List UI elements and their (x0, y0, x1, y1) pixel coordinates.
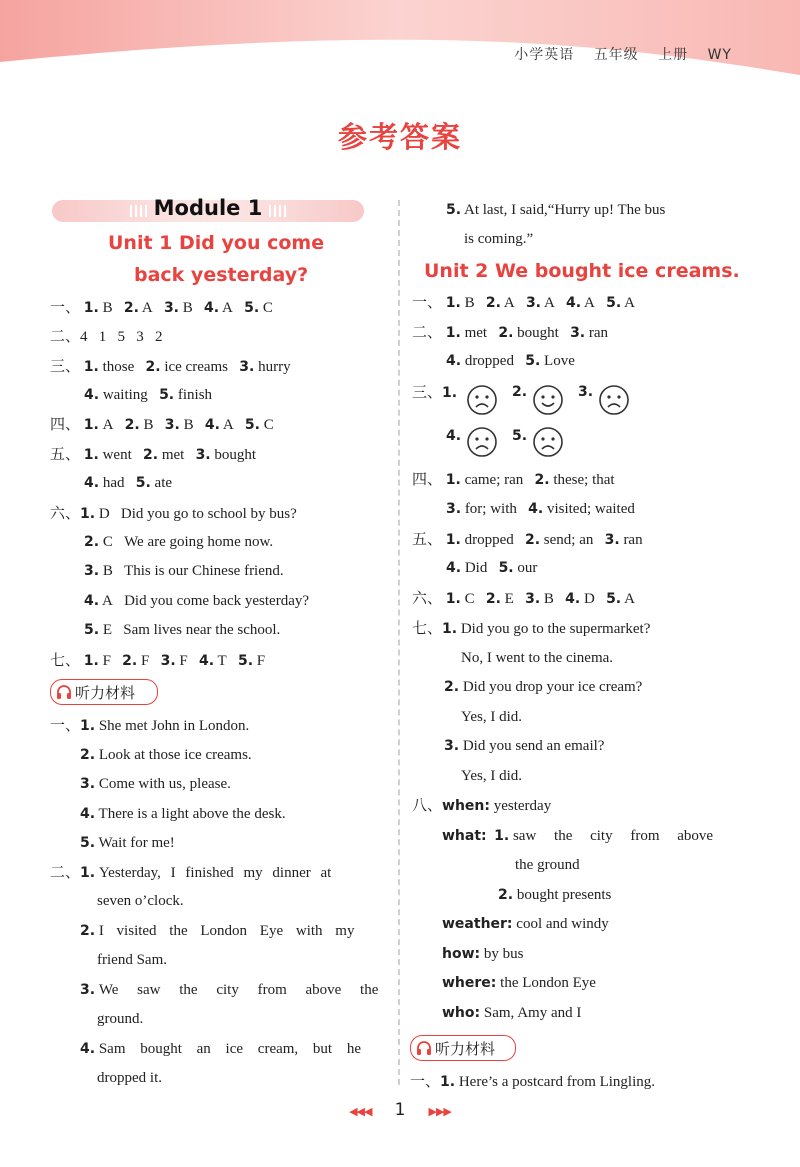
sad-face-icon (466, 426, 498, 458)
left-s6-r5: 5. E Sam lives near the school. (84, 622, 281, 638)
happy-face-icon (532, 384, 564, 416)
right-s3a: 三、1. (412, 383, 458, 401)
right-s4a: 四、 1. came; ran 2. these; that (412, 470, 615, 488)
left-l2-i3a: 3. We saw the city from above the (80, 982, 379, 998)
listening-tag-right (410, 1035, 516, 1061)
left-s6-r3: 3. B This is our Chinese friend. (84, 563, 284, 579)
unit2-title: Unit 2 We bought ice creams. (424, 260, 740, 282)
header-subject: 小学英语 (514, 47, 575, 63)
listening-label: 听力材料 (75, 684, 136, 702)
left-s2 (50, 326, 163, 347)
sad-face-icon (466, 384, 498, 416)
left-l2-i4b: dropped it. (97, 1070, 162, 1086)
listening-label: 听力材料 (435, 1040, 496, 1058)
right-s5a: 五、 1. dropped 2. send; an 3. ran (412, 530, 643, 548)
section-number: 一、 (50, 298, 81, 316)
left-l1-r1: 一、1. She met John in London. (50, 716, 250, 734)
module-banner (52, 196, 364, 222)
right-s7-q2: 2. Did you drop your ice cream? (444, 679, 643, 695)
face-number: 3. (578, 384, 594, 400)
column-divider (398, 200, 400, 1085)
left-s6-r4: 4. A Did you come back yesterday? (84, 593, 310, 609)
unit1-title-line1: Unit 1 Did you come (108, 232, 325, 254)
right-s8-how: how: by bus (442, 946, 524, 962)
sad-face-icon (532, 426, 564, 458)
right-s5b: 4. Did 5. our (446, 560, 538, 576)
right-s8-what2: 2. bought presents (498, 887, 612, 903)
right-s2b: 4. dropped 5. Love (446, 353, 575, 369)
section-number: 二、 (50, 327, 81, 345)
face-number: 4. (446, 428, 462, 444)
header-wave (0, 0, 800, 80)
left-s3b: 4. waiting 5. finish (84, 387, 213, 403)
left-l1-r2: 2. Look at those ice creams. (80, 747, 252, 763)
left-s1: 一、 1. B 2. A 3. B 4. A 5. C (50, 298, 273, 316)
face-number: 2. (512, 384, 528, 400)
left-s6-r1: 六、1. D Did you go to school by bus? (50, 504, 297, 522)
headphones-icon (56, 684, 72, 700)
right-l1: 一、1. Here’s a postcard from Lingling. (410, 1072, 656, 1090)
right-s7-a2: Yes, I did. (461, 709, 522, 725)
right-s7-q1: 七、1. Did you go to the supermarket? (412, 619, 651, 637)
left-s4: 四、 1. A 2. B 3. B 4. A 5. C (50, 415, 274, 433)
header-text (500, 44, 732, 64)
headphones-icon (416, 1040, 432, 1056)
right-s4b: 3. for; with 4. visited; waited (446, 501, 635, 517)
right-cont-a: 5. At last, I said,“Hurry up! The bus (446, 202, 666, 218)
right-arrows-icon: ▶▶▶ (428, 1105, 451, 1118)
left-l2-i2a: 2. I visited the London Eye with my (80, 923, 355, 939)
right-cont-b: is coming.” (464, 231, 534, 247)
left-l2-i3b: ground. (97, 1011, 144, 1027)
right-s7-a1: No, I went to the cinema. (461, 650, 614, 666)
left-l2-i1a: 二、1. Yesterday, I finished my dinner at (50, 863, 332, 881)
right-s8-what1b: the ground (515, 857, 580, 873)
left-s7: 七、 1. F 2. F 3. F 4. T 5. F (50, 651, 266, 669)
left-l2-i2b: friend Sam. (97, 952, 167, 968)
right-s8-where: where: the London Eye (442, 975, 596, 991)
left-s3a: 三、 1. those 2. ice creams 3. hurry (50, 357, 291, 375)
left-s5b: 4. had 5. ate (84, 475, 173, 491)
right-s1: 一、 1. B 2. A 3. A 4. A 5. A (412, 293, 635, 311)
order-answer: 4 1 5 3 2 (80, 329, 163, 345)
right-s8-when: 八、when: yesterday (412, 796, 552, 814)
face-number: 5. (512, 428, 528, 444)
right-s8-what1: what: 1. saw the city from above (442, 828, 714, 844)
left-l1-r4: 4. There is a light above the desk. (80, 806, 286, 822)
listening-tag-left (50, 679, 158, 705)
page-footer (0, 1100, 800, 1120)
left-l1-r3: 3. Come with us, please. (80, 776, 231, 792)
left-s6-r2: 2. C We are going home now. (84, 534, 274, 550)
right-s8-weather: weather: cool and windy (442, 916, 609, 932)
left-l1-r5: 5. Wait for me! (80, 835, 175, 851)
page-title: 参考答案 (337, 120, 462, 154)
left-l2-i1b: seven o’clock. (97, 893, 184, 909)
header-volume: 上册 (658, 47, 689, 63)
right-s8-who: who: Sam, Amy and I (442, 1005, 582, 1021)
header-edition: WY (707, 47, 732, 63)
header-grade: 五年级 (593, 47, 639, 63)
right-s6: 六、 1. C 2. E 3. B 4. D 5. A (412, 589, 635, 607)
left-l2-i4a: 4. Sam bought an ice cream, but he (80, 1041, 361, 1057)
left-s5a: 五、 1. went 2. met 3. bought (50, 445, 257, 463)
page-number: 1 (394, 1100, 406, 1120)
sad-face-icon (598, 384, 630, 416)
right-s2a: 二、 1. met 2. bought 3. ran (412, 323, 609, 341)
module-title: Module 1 (153, 196, 263, 220)
left-arrows-icon: ◀◀◀ (349, 1105, 372, 1118)
right-s7-a3: Yes, I did. (461, 768, 522, 784)
unit1-title-line2: back yesterday? (134, 264, 309, 286)
right-s7-q3: 3. Did you send an email? (444, 738, 605, 754)
